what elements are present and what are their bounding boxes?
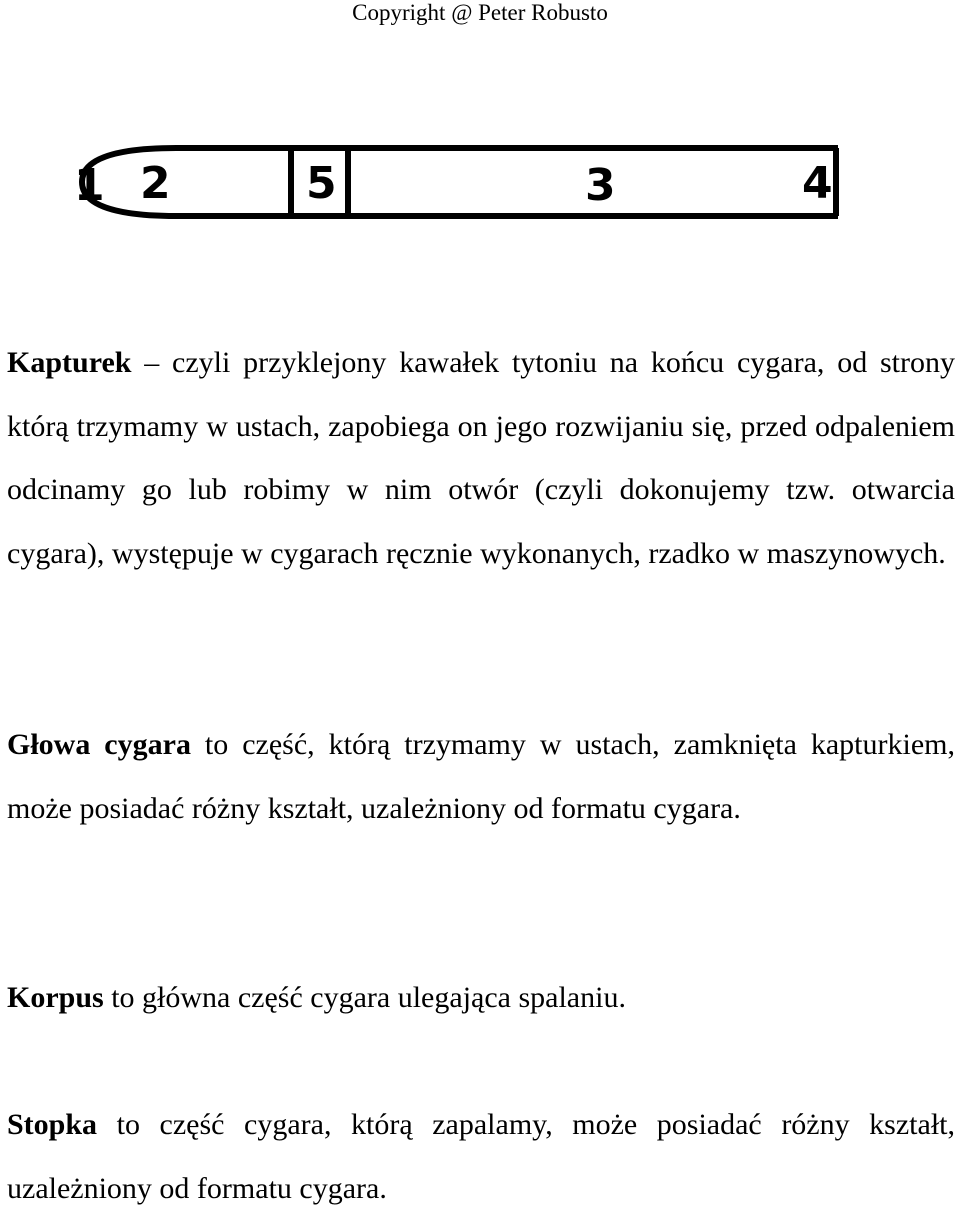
diagram-label-3: 3 <box>585 160 616 211</box>
term-kapturek: Kapturek <box>7 346 132 379</box>
text-stopka: to część cygara, którą zapalamy, może posiadać różny kształt, uzależniony od formatu cygara. <box>7 1108 955 1205</box>
text-glowa-cygara: to część, którą trzymamy w ustach, zamknięta kapturkiem, może posiadać różny kształt, uzależniony od formatu cygara. <box>7 728 955 825</box>
diagram-label-1: 1 <box>74 160 105 211</box>
term-glowa-cygara: Głowa cygara <box>7 728 191 761</box>
diagram-label-2: 2 <box>140 158 171 209</box>
copyright-notice: Copyright @ Peter Robusto <box>352 0 608 25</box>
paragraph-stopka <box>7 1093 955 1220</box>
diagram-label-4: 4 <box>802 158 833 209</box>
term-korpus: Korpus <box>7 981 104 1014</box>
text-kapturek: – czyli przyklejony kawałek tytoniu na końcu cygara, od strony którą trzymamy w ustach, zapobiega on jego rozwijaniu się, przed odpaleniem odcinamy go lub robimy w nim otwór (czyli dokonujemy tzw. otwarcia cygara), występuje w cygarach ręcznie wykonanych, rzadko w maszynowych. <box>7 346 955 570</box>
paragraph-glowa <box>7 713 955 840</box>
paragraph-korpus <box>7 966 955 1030</box>
text-korpus: to główna część cygara ulegająca spalaniu. <box>103 981 626 1014</box>
paragraph-kapturek <box>7 331 955 585</box>
diagram-label-5: 5 <box>306 158 337 209</box>
cigar-diagram <box>0 140 960 230</box>
term-stopka: Stopka <box>7 1108 98 1141</box>
